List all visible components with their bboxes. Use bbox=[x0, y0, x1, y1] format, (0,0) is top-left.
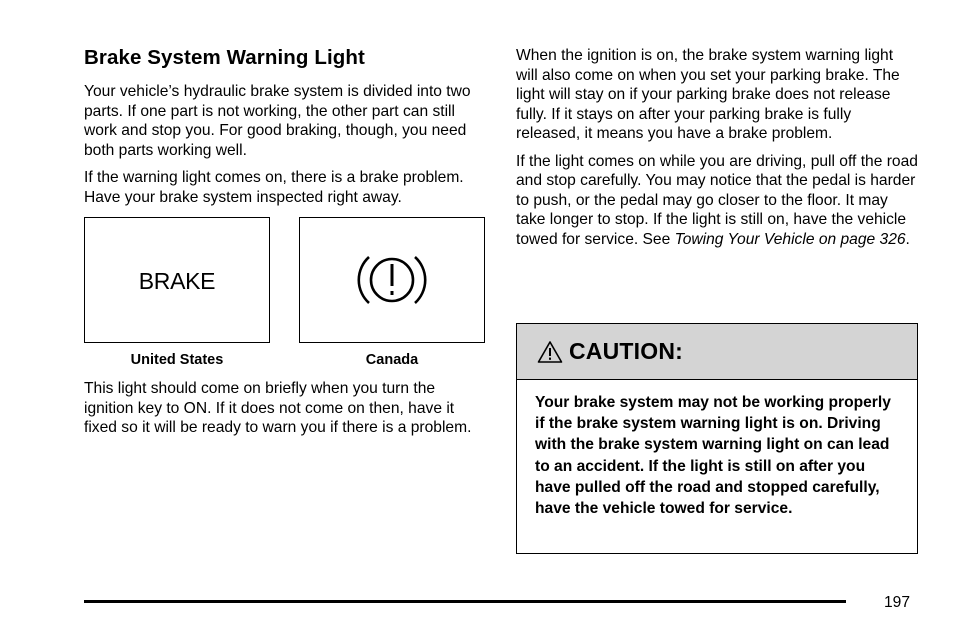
caution-title: CAUTION: bbox=[569, 338, 684, 364]
section-heading: Brake System Warning Light bbox=[84, 46, 365, 69]
warning-triangle-icon bbox=[537, 340, 563, 364]
paragraph-driving bbox=[516, 152, 918, 250]
paragraph-ignition-check: This light should come on briefly when you turn the ignition key to ON. If it does not come on then, have it fixed so it will be ready to warn you if there is a problem. bbox=[84, 380, 472, 436]
paragraph-parking-brake: When the ignition is on, the brake system warning light will also come on when you set your parking brake. The light will stay on if your parking brake does not release fully. If it stays on after your parking brake is fully released, it means you have a brake problem. bbox=[516, 47, 900, 142]
warning-light-figures bbox=[84, 217, 488, 379]
caution-text: Your brake system may not be working properly if the brake system warning light is on. Driving with the brake system warning light on can lead to an accident. If the light is still on after you have pulled off the road and stopped carefully, have the vehicle towed for service. bbox=[535, 394, 891, 518]
brake-text-symbol: BRAKE bbox=[138, 268, 216, 294]
footer-rule bbox=[84, 600, 846, 603]
canada-brake-symbol-box bbox=[299, 217, 485, 343]
left-column bbox=[84, 46, 488, 446]
right-column bbox=[516, 46, 918, 257]
brake-warning-exclamation-icon bbox=[355, 250, 429, 310]
towing-cross-reference: Towing Your Vehicle on page 326 bbox=[674, 230, 906, 248]
driving-text: If the light comes on while you are driving, pull off the road and stop carefully. You may notice that the pedal is harder to push, or the pedal may go closer to the floor. It may take longer to stop. If the light is still on, have the vehicle towed for service. See bbox=[516, 152, 918, 248]
caption-united-states: United States bbox=[130, 352, 224, 368]
caution-header bbox=[517, 324, 917, 380]
us-brake-symbol-box bbox=[84, 217, 270, 343]
driving-text-end: . bbox=[905, 230, 910, 248]
page-number: 197 bbox=[884, 594, 911, 611]
paragraph-hydraulic-system: Your vehicle’s hydraulic brake system is divided into two parts. If one part is not working, the other part can still work and stop you. For good braking, though, you need both parts working well. bbox=[84, 83, 471, 159]
paragraph-warning-light: If the warning light comes on, there is a brake problem. Have your brake system inspected right away. bbox=[84, 169, 464, 206]
caution-box bbox=[516, 323, 918, 554]
caption-canada: Canada bbox=[365, 352, 419, 368]
